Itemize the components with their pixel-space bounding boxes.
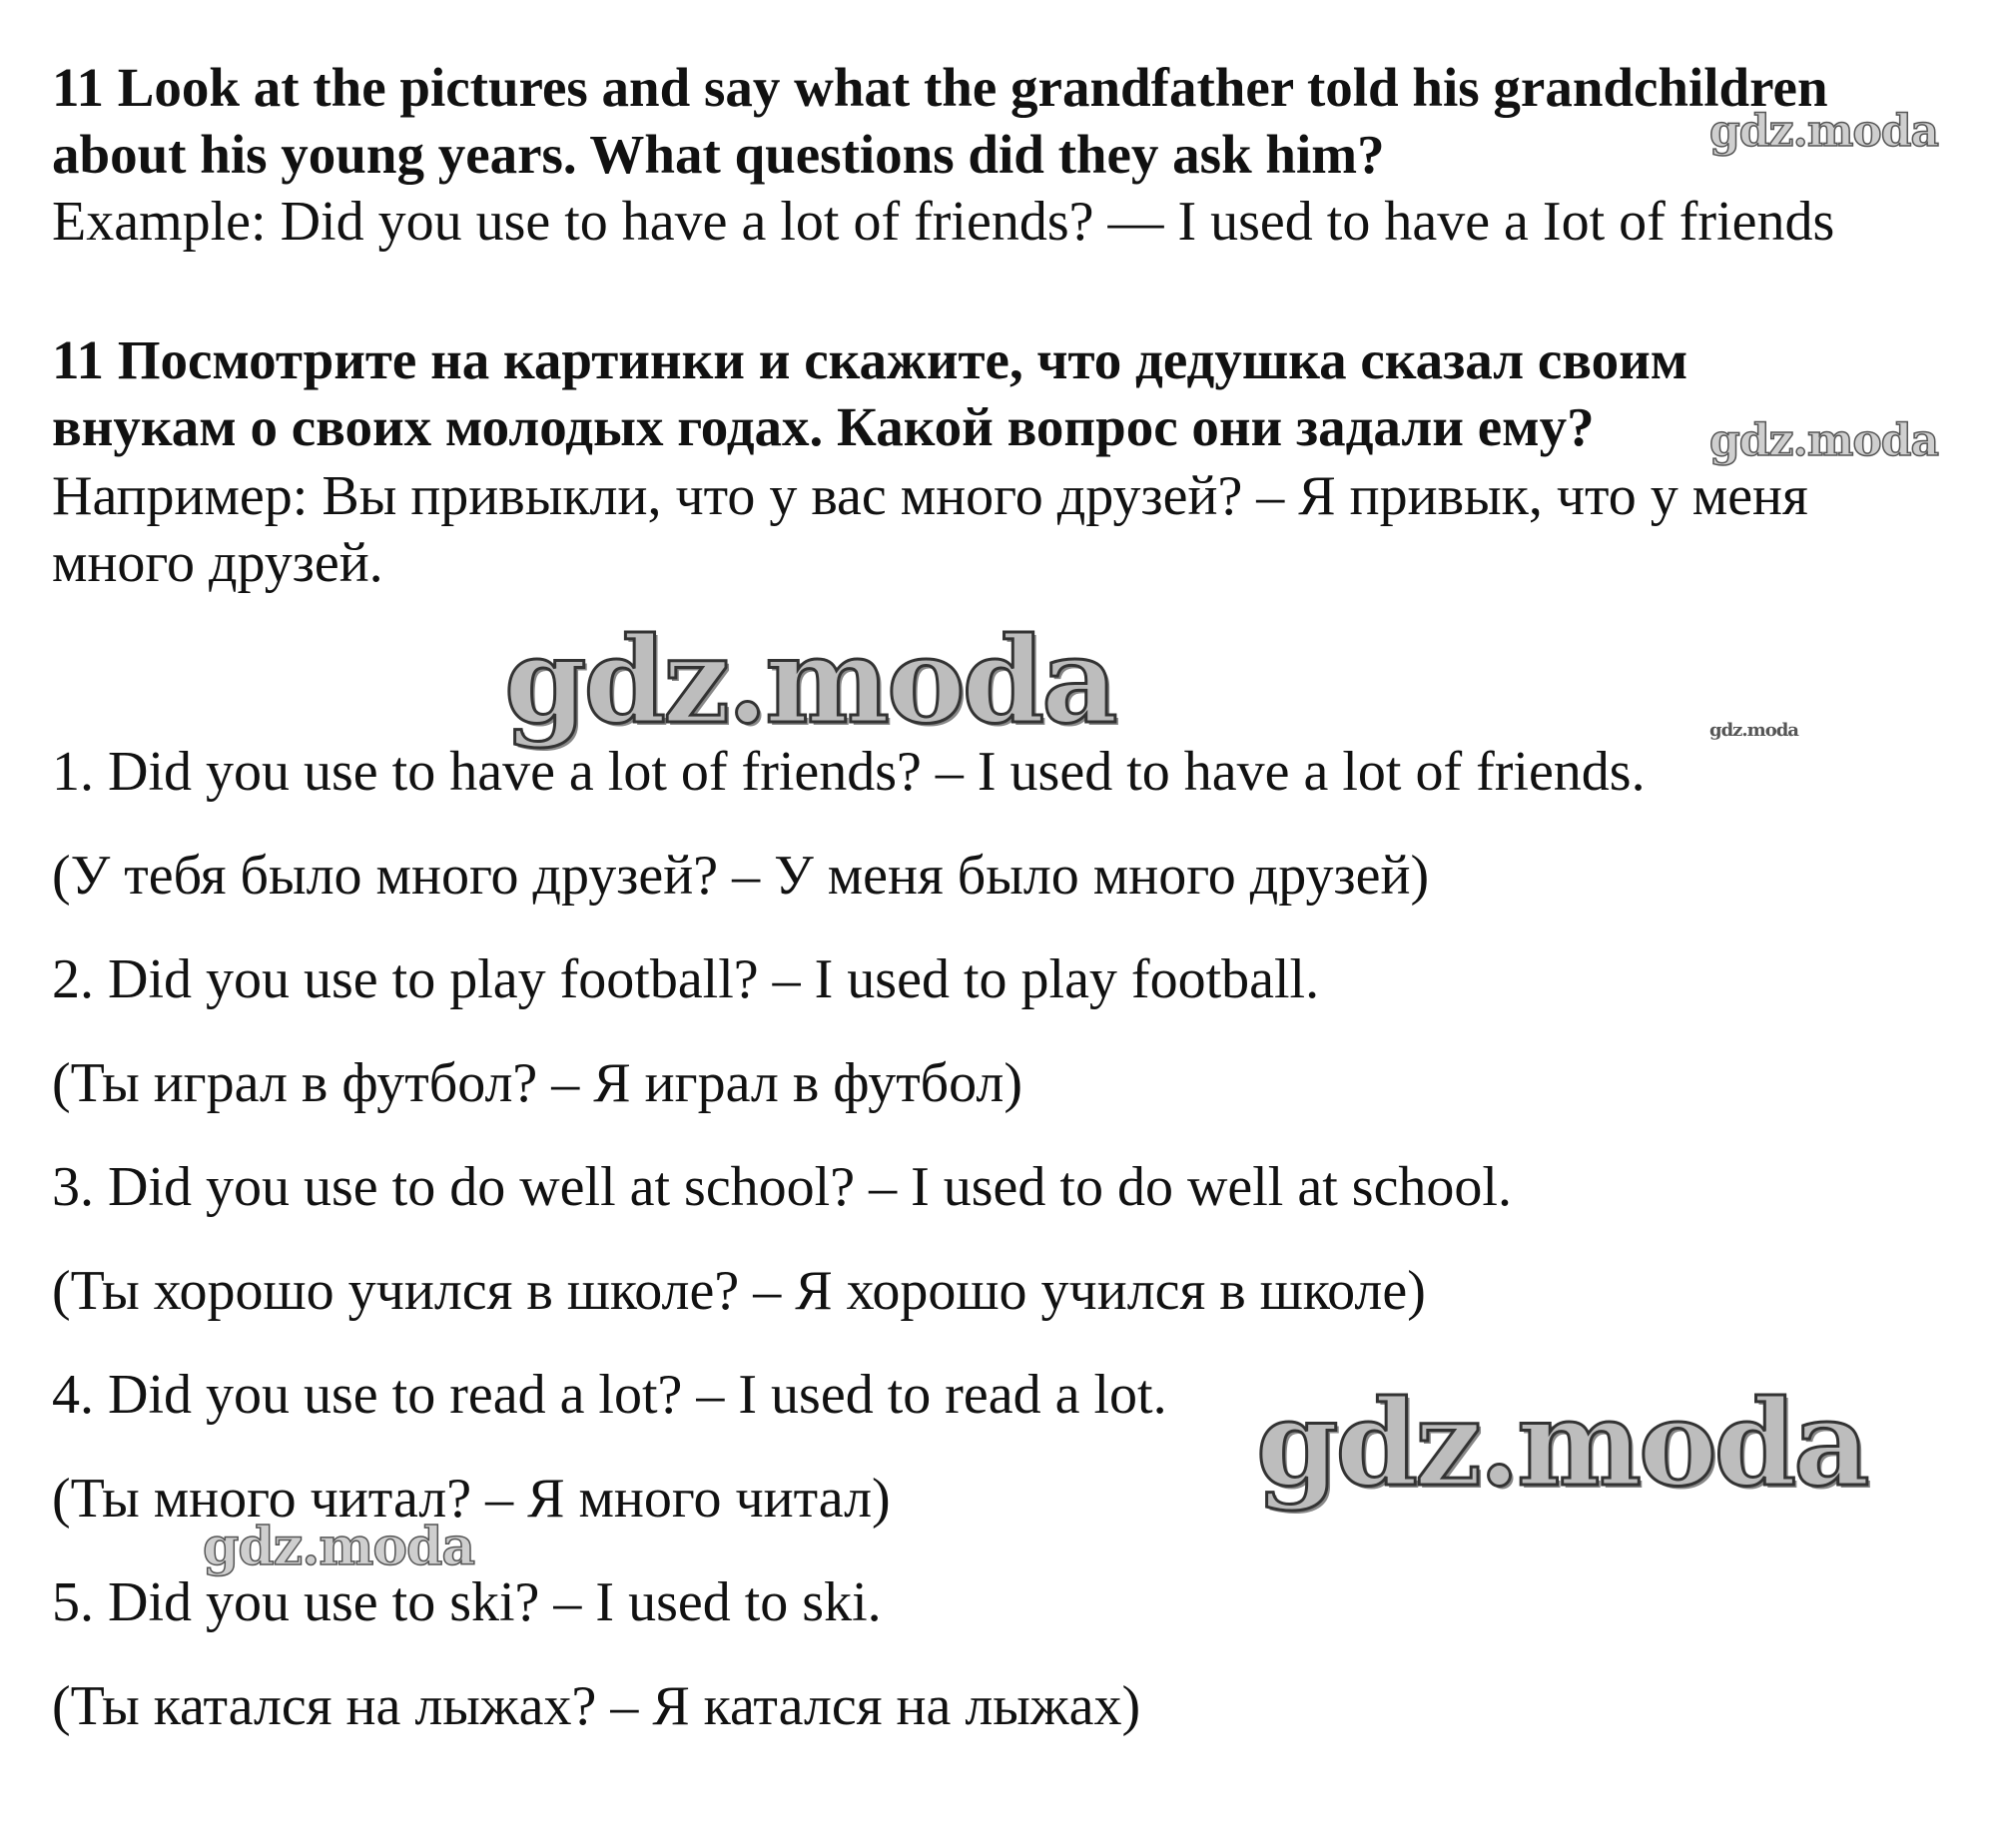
answer-3-russian: (Ты хорошо учился в школе? – Я хорошо учился в школе) <box>52 1260 1426 1322</box>
answer-1-russian: (У тебя было много друзей? – У меня было много друзей) <box>52 845 1430 907</box>
watermark-small: gdz.moda <box>1709 720 1798 741</box>
russian-heading-line-2: внукам о своих молодых годах. Какой вопрос они задали ему? <box>52 396 1595 457</box>
english-example: Example: Did you use to have a lot of friends? — I used to have a Iot of friends <box>52 191 1835 253</box>
russian-example-line-2: много друзей. <box>52 532 383 594</box>
answer-5-russian: (Ты катался на лыжах? – Я катался на лыжах) <box>52 1675 1141 1737</box>
watermark-top-right: gdz.moda <box>1709 106 1939 157</box>
russian-example-line-1: Например: Вы привыкли, что у вас много друзей? – Я привык, что у меня <box>52 465 1808 527</box>
russian-heading-line-1: 11 Посмотрите на картинки и скажите, что дедушка сказал своим <box>52 329 1688 390</box>
watermark-bottom-left: gdz.moda <box>203 1517 475 1577</box>
watermark-heading-right: gdz.moda <box>1709 415 1939 466</box>
answer-1-english: 1. Did you use to have a lot of friends? – I used to have a lot of friends. <box>52 741 1646 803</box>
english-heading-line-1: 11 Look at the pictures and say what the grandfather told his grandchildren <box>52 57 1828 118</box>
answer-4-english: 4. Did you use to read a lot? – I used to read a lot. <box>52 1364 1167 1426</box>
answer-4-russian: (Ты много читал? – Я много читал) <box>52 1468 891 1530</box>
answer-5-english: 5. Did you use to ski? – I used to ski. <box>52 1571 882 1633</box>
answer-3-english: 3. Did you use to do well at school? – I used to do well at school. <box>52 1156 1512 1218</box>
english-heading-line-2: about his young years. What questions did they ask him? <box>52 124 1385 185</box>
watermark-large-center: gdz.moda <box>504 611 1115 750</box>
answer-2-russian: (Ты играл в футбол? – Я играл в футбол) <box>52 1052 1023 1114</box>
answer-2-english: 2. Did you use to play football? – I used to play football. <box>52 948 1320 1010</box>
watermark-large-right: gdz.moda <box>1256 1374 1867 1513</box>
